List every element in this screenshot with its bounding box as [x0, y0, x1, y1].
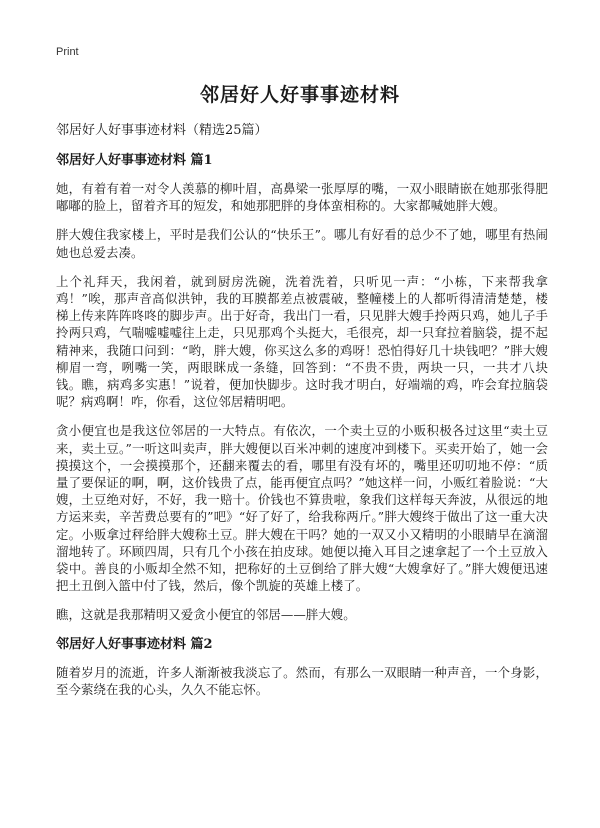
- paragraph: 上个礼拜天，我闲着，就到厨房洗碗，洗着洗着，只听见一声：“小栋，下来帮我拿鸡！”唉，那声音高似洪钟，我的耳膜都差点被震破，整幢楼上的人都听得清清楚楚，楼梯上传来阵阵咚咚的脚步声。出于好奇，我出门一看，只见胖大嫂手拎两只鸡，她儿子手拎两只鸡，气喘嘘嘘嘘往上走，只见那鸡个头挺大，毛很亮，却一只耷拉着脑袋，提不起精神来，我随口问到：“哟，胖大嫂，你买这么多的鸡呀！恐怕得好几十块钱吧？”胖大嫂柳眉一弯，咧嘴一笑，两眼眯成一条缝，回答到：“不贵不贵，两块一只，一共才八块钱。瞧，病鸡多实惠！”说着，便加快脚步。这时我才明白，好端端的鸡，咋会耷拉脑袋呢？病鸡啊！咋，你看，这位邻居精明吧。: [56, 273, 548, 410]
- paragraph: 她，有着有着一对令人羡慕的柳叶眉，高鼻梁一张厚厚的嘴，一双小眼睛嵌在她那张得肥嘟嘟的脸上，留着齐耳的短发，和她那肥胖的身体蛮相称的。大家都喊她胖大嫂。: [56, 181, 548, 214]
- section-heading-1: 邻居好人好事事迹材料 篇1: [56, 153, 213, 168]
- document-subtitle: 邻居好人好事事迹材料（精选25篇）: [56, 123, 268, 138]
- paragraph: 胖大嫂住我家楼上，平时是我们公认的“快乐王”。哪儿有好看的总少不了她，哪里有热闹她也总爱去凑。: [56, 227, 548, 260]
- document-title: 邻居好人好事事迹材料: [199, 84, 400, 106]
- paragraph: 瞧，这就是我那精明又爱贪小便宜的邻居——胖大嫂。: [56, 607, 356, 623]
- document-body: [56, 122, 548, 710]
- paragraph: 贪小便宜也是我这位邻居的一大特点。有依次，一个卖土豆的小贩积极各过这里“卖土豆来，卖土豆。”一听这叫卖声，胖大嫂便以百米冲刺的速度冲到楼下。买卖开始了，她一会摸摸这个，一会摸摸那个，还翻来覆去的看，哪里有没有坏的，嘴里还叨叨地不停：“质量了要保证的啊，啊，这价钱贵了点，能再便宜点吗？”她这样一问，小贩红着脸说：“大嫂，土豆绝对好，不好，我一赔十。价钱也不算贵啦，象我们这样每天奔波，从很远的地方运来卖，辛苦费总要有的”吧》“好了好了，给我称两斤。”胖大嫂终于做出了这一重大决定。小贩拿过秤给胖大嫂称土豆。胖大嫂在干吗？她的一双又小又精明的小眼睛早在滴溜溜地转了。环顾四周，只有几个小孩在拍皮球。她便以掩入耳目之速拿起了一个土豆放入袋中。善良的小贩却全然不知，把称好的土豆倒给了胖大嫂“大嫂拿好了。”胖大嫂便迅速把土丑倒入篮中付了钱，然后，像个凯旋的英雄上楼了。: [56, 423, 548, 594]
- print-link[interactable]: Print: [56, 46, 79, 58]
- section-heading-2: 邻居好人好事事迹材料 篇2: [56, 636, 213, 652]
- paragraph: 随着岁月的流逝，许多人渐渐被我淡忘了。然而，有那么一双眼睛一种声音，一个身影，至今萦绕在我的心头，久久不能忘怀。: [56, 664, 548, 697]
